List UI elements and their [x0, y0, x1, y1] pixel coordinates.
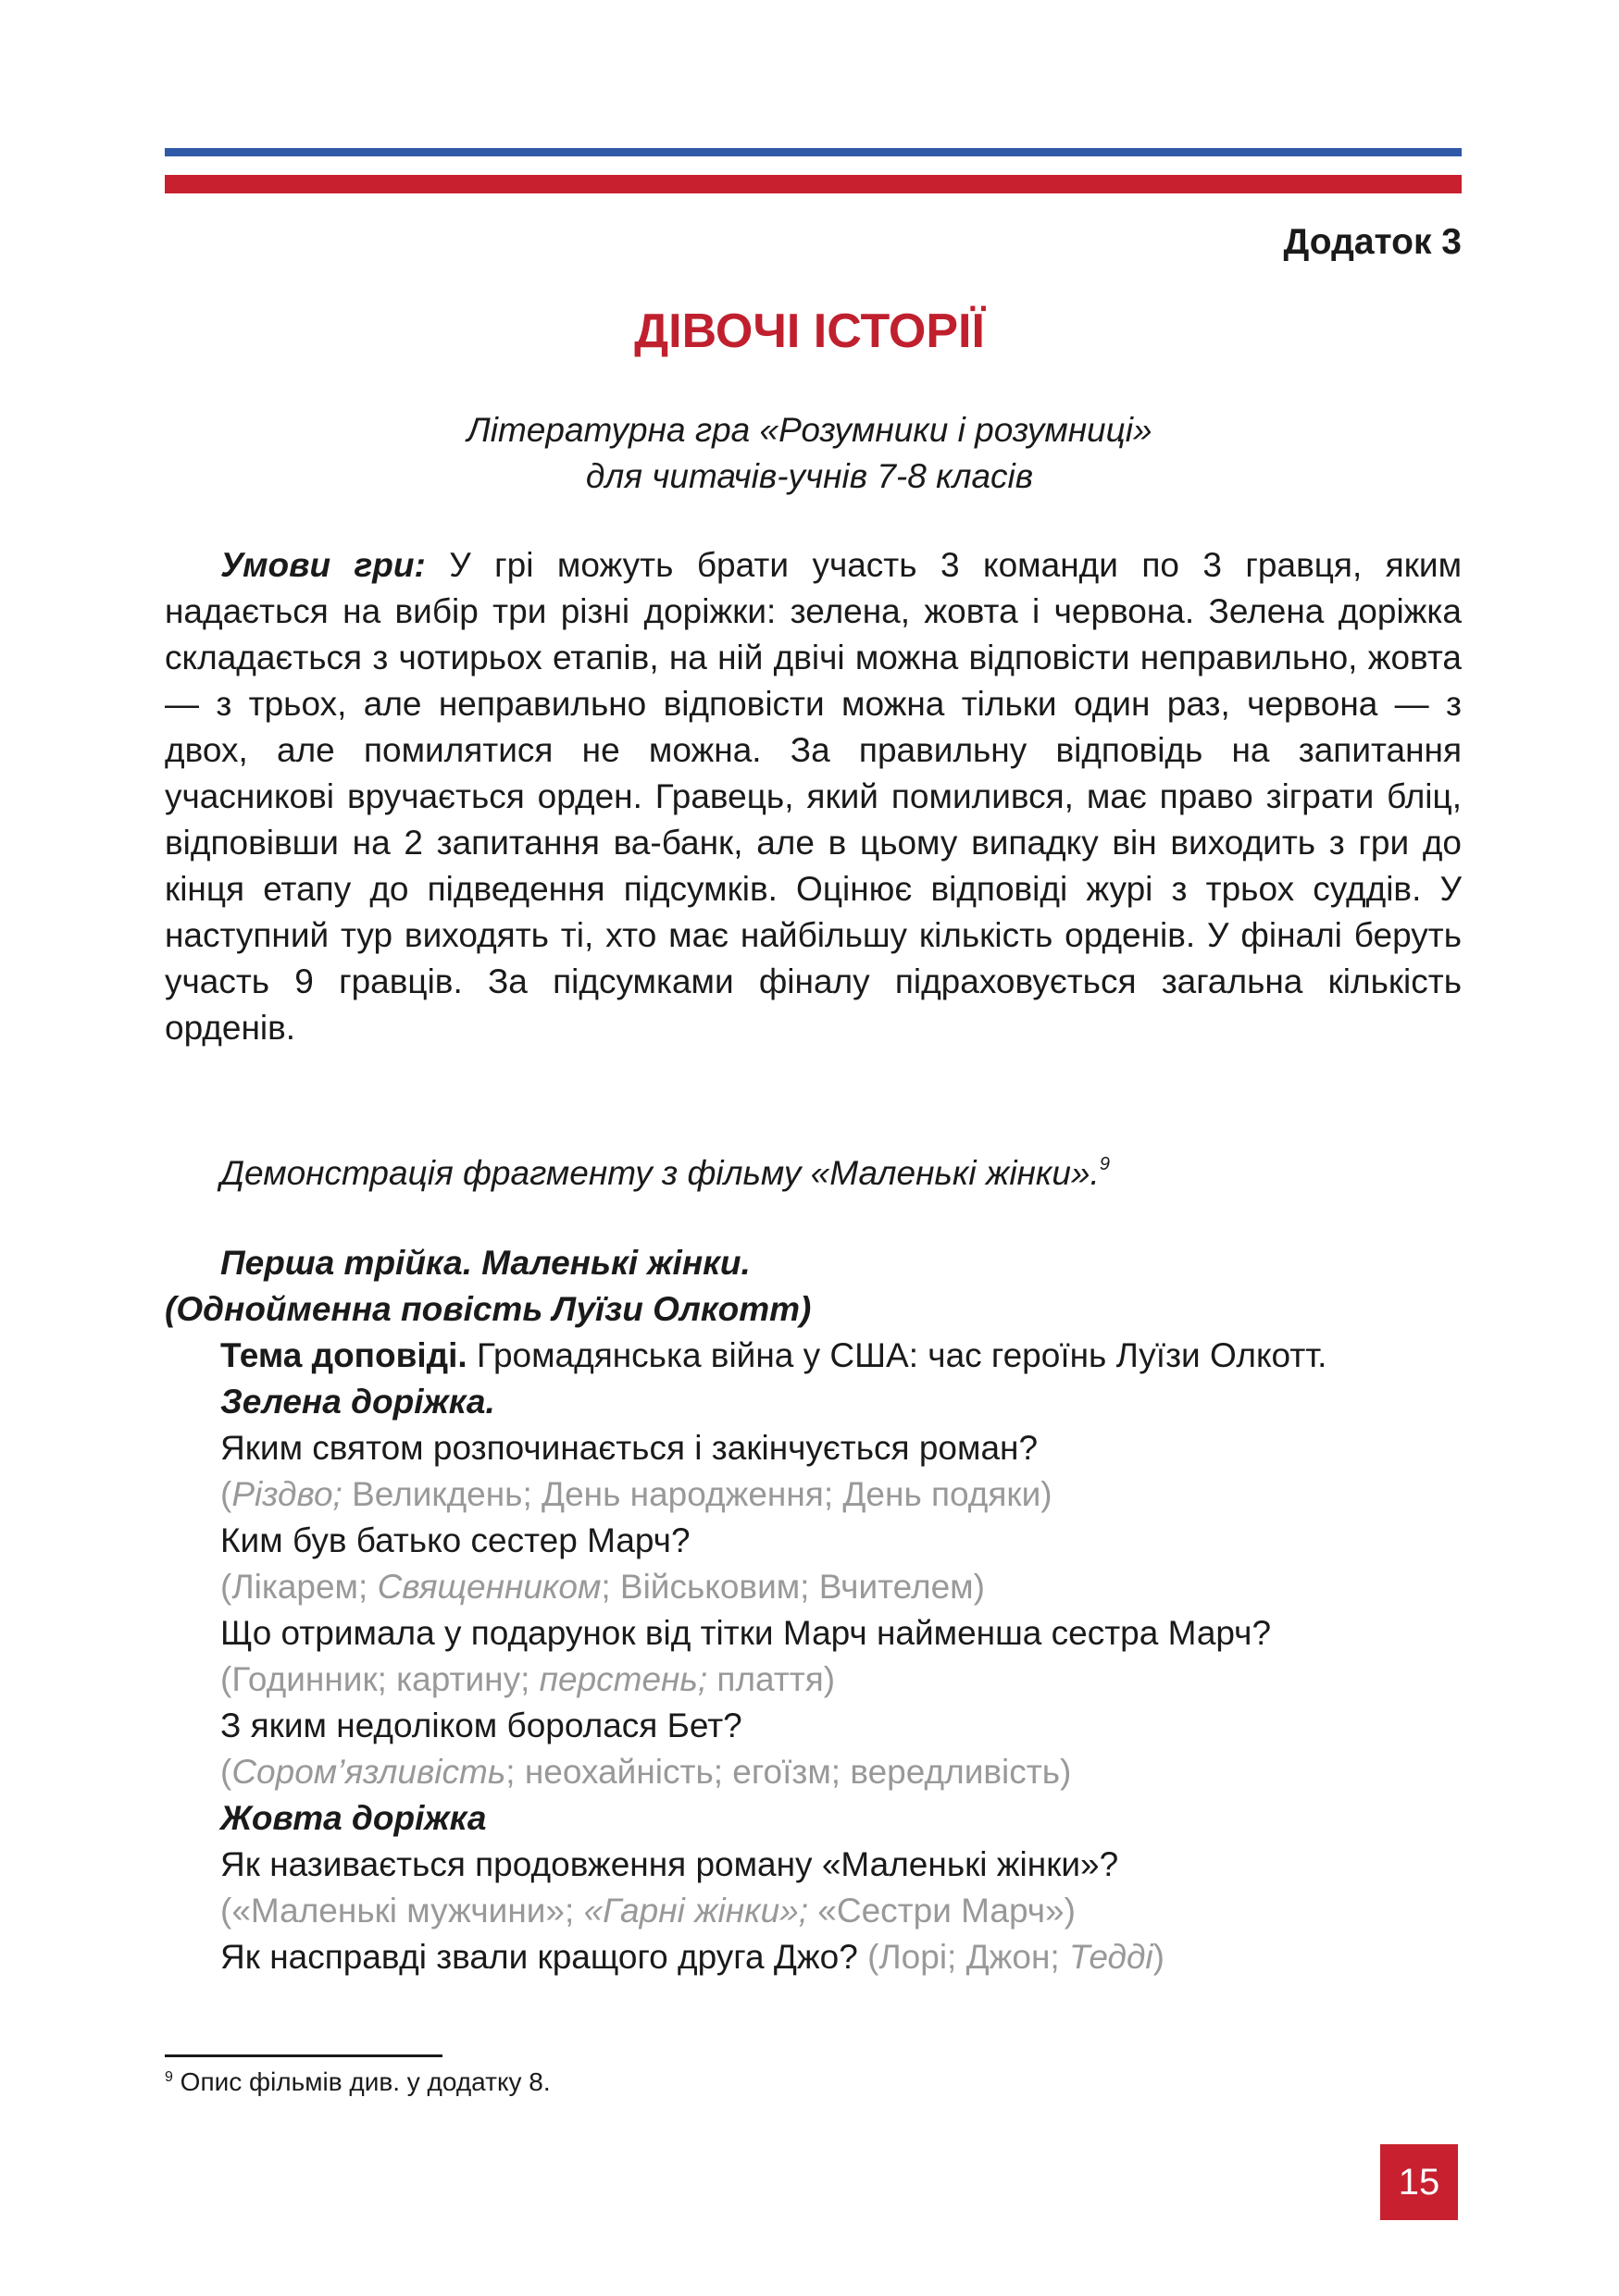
demo-text: Демонстрація фрагменту з фільму «Маленькі жінки».: [220, 1154, 1100, 1192]
subtitle: [0, 407, 1619, 500]
answer-5-correct: «Гарні жінки»;: [583, 1892, 809, 1930]
answer-2: [165, 1564, 1462, 1610]
demo-note: [220, 1150, 1110, 1197]
answer-3-part: плаття): [707, 1660, 836, 1698]
question-1: Яким святом розпочинається і закінчується роман?: [220, 1429, 1039, 1467]
question-3: Що отримала у подарунок від тітки Марч найменша сестра Марч?: [220, 1614, 1272, 1652]
question-4: З яким недоліком боролася Бет?: [220, 1706, 742, 1744]
question-5: Як називається продовження роману «Маленькі жінки»?: [220, 1845, 1119, 1883]
answer-2-part: ; Військовим; Вчителем): [601, 1568, 985, 1606]
answer-3: [165, 1657, 1462, 1703]
answer-4-part: (: [220, 1753, 232, 1791]
subtitle-line-2: для читачів-учнів 7-8 класів: [585, 457, 1034, 495]
section-subheading: (Однойменна повість Луїзи Олкотт): [165, 1290, 812, 1328]
rules-label: Умови гри:: [220, 546, 426, 584]
answer-5: [165, 1888, 1462, 1934]
answer-1-part: Великдень; День народження; День подяки): [342, 1475, 1052, 1513]
answer-6-correct: Тедді: [1069, 1938, 1153, 1976]
topic-paragraph: [165, 1333, 1462, 1379]
answer-4: [165, 1749, 1462, 1795]
header-blue-rule: [165, 148, 1462, 156]
header-red-rule: [165, 175, 1462, 193]
answer-1-part: (: [220, 1475, 232, 1513]
answer-6: [858, 1938, 1164, 1976]
footnote-divider: [165, 2054, 442, 2057]
question-6: Як насправді звали кращого друга Джо?: [220, 1938, 858, 1976]
answer-3-correct: перстень;: [539, 1660, 708, 1698]
topic-text: Громадянська війна у США: час героїнь Луїзи Олкотт.: [467, 1336, 1327, 1374]
answer-2-correct: Священником: [377, 1568, 602, 1606]
game-rules: [165, 542, 1462, 1051]
answer-6-part: (Лорі; Джон;: [857, 1938, 1069, 1976]
answer-4-correct: Сором’язливість: [231, 1753, 506, 1791]
answer-3-part: (Годинник; картину;: [220, 1660, 540, 1698]
topic-label: Тема доповіді.: [220, 1336, 467, 1374]
rules-text: У грі можуть брати участь 3 команди по 3 гравця, яким надається на вибір три різні доріжки: зелена, жовта і червона. Зелена доріжка складається з чотирьох етапів, на ній двічі можна відповісти неправильно, жовта — з трьох, але неправильно відповісти можна тільки один раз, червона — з двох, але помилятися не можна. За правильну відповідь на запитання учасникові вручається орден. Гравець, який помилився, має право зіграти бліц, відповівши на 2 запитання ва-банк, але в цьому випадку він виходить з гри до кінця етапу до підведення підсумків. Оцінює відповіді журі з трьох суддів. У наступний тур виходять ті, хто має найбільшу кількість орденів. У фіналі беруть участь 9 гравців. За підсумками фіналу підраховується загальна кількість орденів.: [165, 546, 1463, 1047]
answer-5-part: «Сестри Марч»): [808, 1892, 1076, 1930]
appendix-label: Додаток 3: [1283, 222, 1462, 262]
answer-1-correct: Різдво;: [231, 1475, 342, 1513]
answer-2-part: (Лікарем;: [220, 1568, 378, 1606]
answer-6-part: ): [1152, 1938, 1164, 1976]
question-6-with-answer: [165, 1934, 1462, 1980]
question-2: Ким був батько сестер Марч?: [220, 1521, 691, 1559]
answer-5-part: («Маленькі мужчини»;: [220, 1892, 584, 1930]
section-heading: Перша трійка. Маленькі жінки.: [220, 1244, 751, 1282]
answer-4-part: ; неохайність; егоїзм; вередливість): [505, 1753, 1072, 1791]
green-track-label: Зелена доріжка.: [220, 1383, 495, 1421]
answer-1: [165, 1471, 1462, 1518]
footnote: [165, 2066, 551, 2099]
footnote-ref: 9: [1099, 1154, 1110, 1174]
footnote-mark: 9: [165, 2069, 173, 2085]
section-first-trio: [165, 1240, 1462, 1980]
rules-paragraph: [165, 542, 1462, 1051]
page-title: ДІВОЧІ ІСТОРІЇ: [634, 304, 985, 358]
page-number: 15: [1380, 2144, 1458, 2220]
subtitle-line-1: Літературна гра «Розумники і розумниці»: [467, 411, 1152, 449]
yellow-track-label: Жовта доріжка: [220, 1799, 487, 1837]
footnote-text: Опис фільмів див. у додатку 8.: [172, 2067, 551, 2096]
